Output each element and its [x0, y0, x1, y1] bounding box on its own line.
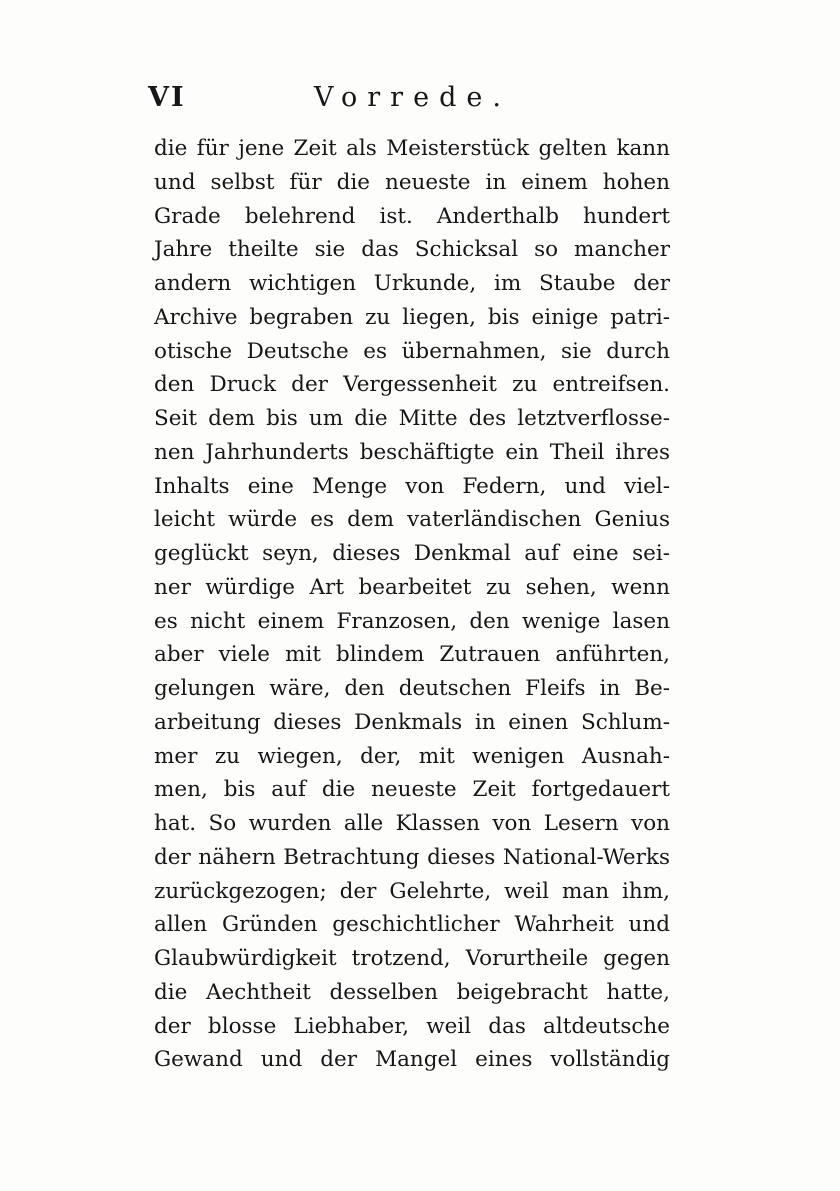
text-line: zurückgezogen; der Gelehrte, weil man ihm,	[154, 878, 670, 904]
text-line: men, bis auf die neueste Zeit fortgedauert	[154, 777, 670, 803]
text-line: nen Jahrhunderts beschäftigte ein Theil ihres	[154, 439, 670, 465]
text-line: Seit dem bis um die Mitte des letztverflosse-	[154, 406, 670, 431]
text-line: allen Gründen geschichtlicher Wahrheit und	[154, 912, 670, 938]
text-line: es nicht einem Franzosen, den wenige lasen	[154, 608, 670, 634]
text-line: den Druck der Vergessenheit zu entreifsen.	[154, 372, 670, 398]
text-line: Jahre theilte sie das Schicksal so mancher	[154, 237, 670, 263]
text-line: geglückt seyn, dieses Denkmal auf eine sei-	[154, 541, 670, 566]
text-line: der blosse Liebhaber, weil das altdeutsche	[154, 1013, 670, 1039]
text-line: Inhalts eine Menge von Federn, und viel-	[154, 473, 670, 499]
text-line: Gewand und der Mangel eines vollständig	[154, 1047, 670, 1073]
body-text	[154, 132, 670, 1077]
text-line: Glaubwürdigkeit trotzend, Vorurtheile gegen	[154, 946, 670, 971]
running-title: Vorrede.	[314, 82, 511, 113]
text-line: und selbst für die neueste in einem hohen	[154, 169, 670, 195]
text-line: arbeitung dieses Denkmals in einen Schlum-	[154, 709, 670, 735]
text-line: der nähern Betrachtung dieses National-Werks	[154, 844, 670, 870]
text-line: leicht würde es dem vaterländischen Genius	[154, 507, 670, 533]
text-line: die für jene Zeit als Meisterstück gelten kann	[154, 136, 670, 161]
text-line: hat. So wurden alle Klassen von Lesern von	[154, 811, 670, 836]
text-line: gelungen wäre, den deutschen Fleifs in Be-	[154, 676, 670, 701]
page-header	[148, 82, 673, 122]
text-line: aber viele mit blindem Zutrauen anführten,	[154, 642, 670, 668]
text-line: Archive begraben zu liegen, bis einige patri-	[154, 304, 670, 330]
text-line: ner würdige Art bearbeitet zu sehen, wenn	[154, 574, 670, 600]
page-number: VI	[148, 82, 186, 113]
text-line: Grade belehrend ist. Anderthalb hundert	[154, 203, 670, 229]
text-line: andern wichtigen Urkunde, im Staube der	[154, 271, 670, 296]
text-line: otische Deutsche es übernahmen, sie durch	[154, 338, 670, 364]
text-line: mer zu wiegen, der, mit wenigen Ausnah-	[154, 743, 670, 769]
text-line: die Aechtheit desselben beigebracht hatte,	[154, 979, 670, 1005]
